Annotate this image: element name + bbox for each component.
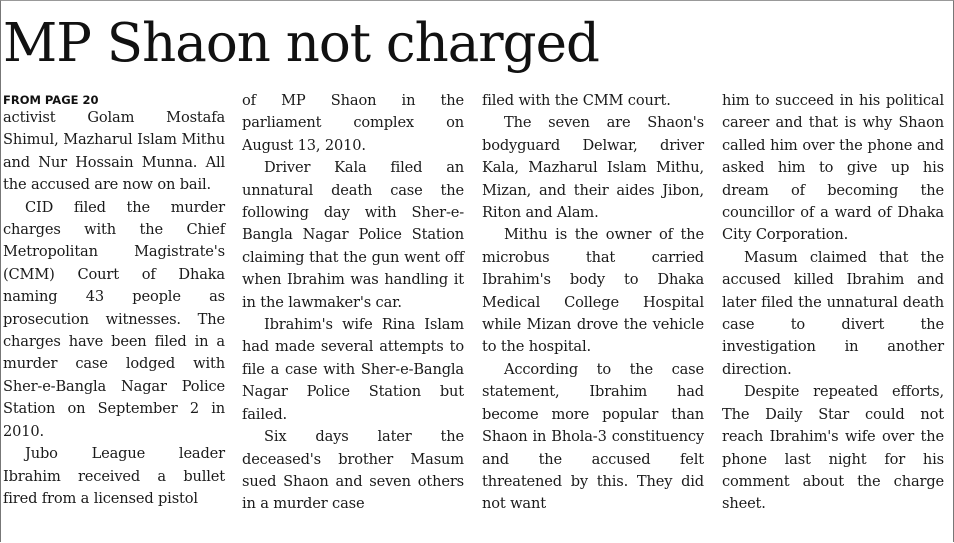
article-column-1 [3,107,225,510]
article-column-2 [242,90,464,516]
paragraph: Driver Kala filed an unnatural death case the following day with Sher-e-Bangla Nagar Police Station claiming that the gun went off when Ibrahim was handling it in the lawmaker's car. [242,159,464,311]
paragraph: The seven are Shaon's bodyguard Delwar, driver Kala, Mazharul Islam Mithu, Mizan, and their aides Jibon, Riton and Alam. [482,114,704,222]
paragraph: of MP Shaon in the parliament complex on August 13, 2010. [242,92,464,154]
paragraph: activist Golam Mostafa Shimul, Mazharul Islam Mithu and Nur Hossain Munna. All the accused are now on bail. [3,109,225,194]
paragraph: Six days later the deceased's brother Masum sued Shaon and seven others in a murder case [242,428,464,513]
article-column-4 [722,90,944,516]
paragraph: Ibrahim's wife Rina Islam had made several attempts to file a case with Sher-e-Bangla Nagar Police Station but failed. [242,316,464,423]
headline: MP Shaon not charged [3,13,599,74]
paragraph: Jubo League leader Ibrahim received a bullet fired from a licensed pistol [3,445,225,507]
paragraph: filed with the CMM court. [482,92,671,109]
continued-from-label: FROM PAGE 20 [3,93,99,107]
paragraph: According to the case statement, Ibrahim had become more popular than Shaon in Bhola-3 constituency and the accused felt threatened by this. They did not want [482,360,704,513]
paragraph: him to succeed in his political career and that is why Shaon called him over the phone and asked him to give up his dream of becoming the councillor of a ward of Dhaka City Corporation. [722,92,944,244]
paragraph: Despite repeated efforts, The Daily Star could not reach Ibrahim's wife over the phone last night for his comment about the charge sheet. [722,383,944,513]
paragraph: Mithu is the owner of the microbus that carried Ibrahim's body to Dhaka Medical College Hospital while Mizan drove the vehicle to the hospital. [482,226,704,356]
paragraph: Masum claimed that the accused killed Ibrahim and later filed the unnatural death case to divert the investigation in another direction. [722,248,944,378]
article-column-3 [482,90,704,516]
paragraph: CID filed the murder charges with the Chief Metropolitan Magistrate's (CMM) Court of Dhaka naming 43 people as prosecution witnesses. The charges have been filed in a murder case lodged with Sher-e-Bangla Nagar Police Station on September 2 in 2010. [3,198,225,440]
